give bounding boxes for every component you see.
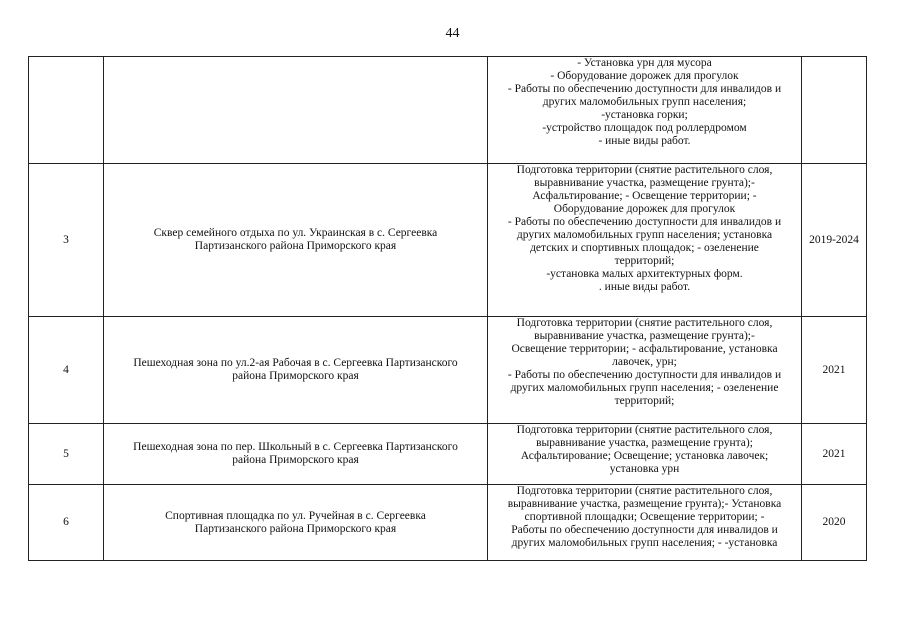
works-line: территорий; xyxy=(614,255,675,267)
spacer-cell xyxy=(867,485,886,561)
table-row xyxy=(29,164,886,317)
row-number-cell: 6 xyxy=(29,485,104,561)
improvement-table xyxy=(28,56,885,561)
object-name-cell xyxy=(104,164,488,317)
works-line: - Работы по обеспечению доступности для инвалидов и xyxy=(507,83,782,95)
works-line: других маломобильных групп населения; установка xyxy=(516,229,773,241)
years-cell: 2021 xyxy=(802,424,867,485)
works-cell xyxy=(488,485,802,561)
works-line: - Оборудование дорожек для прогулок xyxy=(550,70,739,82)
works-line: выравнивание участка, размещение грунта);- xyxy=(534,330,755,342)
years-cell: 2021 xyxy=(802,317,867,424)
works-line: спортивной площадки; Освещение территории; - xyxy=(524,511,765,523)
table-row xyxy=(29,57,886,164)
works-line: . иные виды работ. xyxy=(598,281,691,293)
works-cell xyxy=(488,164,802,317)
row-number-cell xyxy=(29,57,104,164)
works-line: - Работы по обеспечению доступности для инвалидов и xyxy=(507,216,782,228)
spacer-cell xyxy=(867,57,886,164)
object-name-line: района Приморского края xyxy=(232,454,359,466)
spacer-cell xyxy=(867,424,886,485)
works-line: Подготовка территории (снятие растительного слоя, xyxy=(516,317,773,329)
table-row xyxy=(29,317,886,424)
spacer-cell xyxy=(867,317,886,424)
works-line: выравнивание участка, размещение грунта);- xyxy=(534,177,755,189)
object-name-cell xyxy=(104,57,488,164)
row-number-cell: 3 xyxy=(29,164,104,317)
table-row xyxy=(29,485,886,561)
works-line: детских и спортивных площадок; - озеленение xyxy=(530,242,759,254)
object-name-cell xyxy=(104,485,488,561)
works-line: выравнивание участка, размещение грунта);- Установка xyxy=(507,498,782,510)
works-line: Подготовка территории (снятие растительного слоя, xyxy=(516,164,773,176)
page-number: 44 xyxy=(445,26,460,41)
object-name-line: Партизанского района Приморского края xyxy=(194,240,397,252)
works-line: других маломобильных групп населения; xyxy=(542,96,747,108)
works-line: других маломобильных групп населения; - озеленение xyxy=(510,382,779,394)
years-cell: 2019-2024 xyxy=(802,164,867,317)
works-cell xyxy=(488,317,802,424)
works-line: территорий; xyxy=(614,395,675,407)
works-line: - Установка урн для мусора xyxy=(577,57,712,69)
object-name-line: Пешеходная зона по ул.2-ая Рабочая в с. Сергеевка Партизанского xyxy=(133,357,458,369)
object-name-line: Сквер семейного отдыха по ул. Украинская в с. Сергеевка xyxy=(153,227,438,239)
object-name-line: Партизанского района Приморского края xyxy=(194,522,397,535)
years-cell xyxy=(802,57,867,164)
works-line: выравнивание участка, размещение грунта); xyxy=(536,437,753,449)
works-line: - иные виды работ. xyxy=(598,135,691,147)
works-cell xyxy=(488,424,802,485)
object-name-line: Спортивная площадка по ул. Ручейная в с. Сергеевка xyxy=(165,509,426,522)
row-number-cell: 4 xyxy=(29,317,104,424)
works-line: Подготовка территории (снятие растительного слоя, xyxy=(516,424,773,436)
works-line: Подготовка территории (снятие растительного слоя, xyxy=(516,485,773,497)
works-line: Оборудование дорожек для прогулок xyxy=(553,203,736,215)
row-number-cell: 5 xyxy=(29,424,104,485)
table-row xyxy=(29,424,886,485)
works-cell xyxy=(488,57,802,164)
works-line: -установка горки; xyxy=(601,109,688,121)
works-line: Работы по обеспечению доступности для инвалидов и xyxy=(511,524,778,536)
object-name-cell xyxy=(104,317,488,424)
works-line: других маломобильных групп населения; - -установка xyxy=(511,537,778,549)
object-name-line: района Приморского края xyxy=(232,370,359,382)
works-line: Освещение территории; - асфальтирование, установка xyxy=(511,343,778,355)
works-line: - Работы по обеспечению доступности для инвалидов и xyxy=(507,369,782,381)
works-line: -устройство площадок под роллердромом xyxy=(542,122,747,134)
object-name-line: Пешеходная зона по пер. Школьный в с. Сергеевка Партизанского xyxy=(133,441,458,453)
works-line: лавочек, урн; xyxy=(612,356,677,368)
works-line: установка урн xyxy=(609,463,680,475)
works-line: Асфальтирование; Освещение; установка лавочек; xyxy=(520,450,769,462)
years-cell: 2020 xyxy=(802,485,867,561)
object-name-cell xyxy=(104,424,488,485)
spacer-cell xyxy=(867,164,886,317)
works-line: Асфальтирование; - Освещение территории; - xyxy=(532,190,757,202)
works-line: -установка малых архитектурных форм. xyxy=(546,268,743,280)
